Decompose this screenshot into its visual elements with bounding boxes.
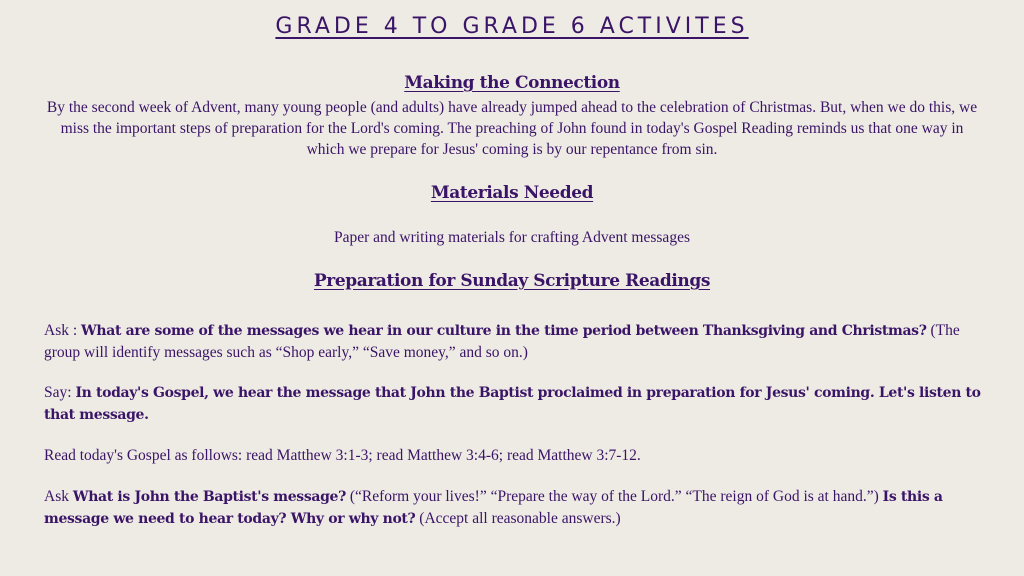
slide-title: GRADE 4 TO GRADE 6 ACTIVITES	[275, 14, 749, 39]
say-statement	[44, 382, 984, 426]
ask-question-1	[44, 320, 984, 363]
making-connection-body: By the second week of Advent, many young people (and adults) have already jumped ahead to the celebration of Christmas. But, when we do this, we miss the important steps of preparation for the Lord's coming. The preaching of John found in today's Gospel Reading reminds us that one way in which we prepare for Jesus' coming is by our repentance from sin.	[46, 99, 978, 158]
say-prefix: Say:	[44, 384, 76, 401]
preparation-heading: Preparation for Sunday Scripture Readings	[313, 271, 711, 291]
say-text: In today's Gospel, we hear the message that John the Baptist proclaimed in preparation for Jesus' coming. Let's listen to that message.	[44, 385, 981, 423]
materials-needed-body: Paper and writing materials for crafting Advent messages	[334, 229, 690, 246]
ask-1-note: (The group will identify messages such as “Shop early,” “Save money,” and so on.)	[44, 322, 960, 361]
ask-2-prefix: Ask	[44, 488, 73, 505]
ask-1-prefix: Ask :	[44, 322, 82, 339]
making-connection-heading: Making the Connection	[404, 73, 620, 93]
ask-1-question: What are some of the messages we hear in our culture in the time period between Thanksgiving and Christmas?	[81, 323, 927, 339]
materials-needed-heading: Materials Needed	[430, 183, 594, 203]
ask-question-2	[44, 486, 984, 530]
ask-2-note: (Accept all reasonable answers.)	[415, 510, 621, 527]
ask-2-quote: (“Reform your lives!” “Prepare the way of the Lord.” “The reign of God is at hand.”)	[345, 488, 883, 505]
ask-2-question-2: Is this a message we need to hear today? Why or why not?	[44, 489, 943, 527]
ask-2-question: What is John the Baptist's message?	[72, 489, 346, 505]
read-instruction: Read today's Gospel as follows: read Matthew 3:1-3; read Matthew 3:4-6; read Matthew 3:7-12.	[44, 447, 641, 464]
